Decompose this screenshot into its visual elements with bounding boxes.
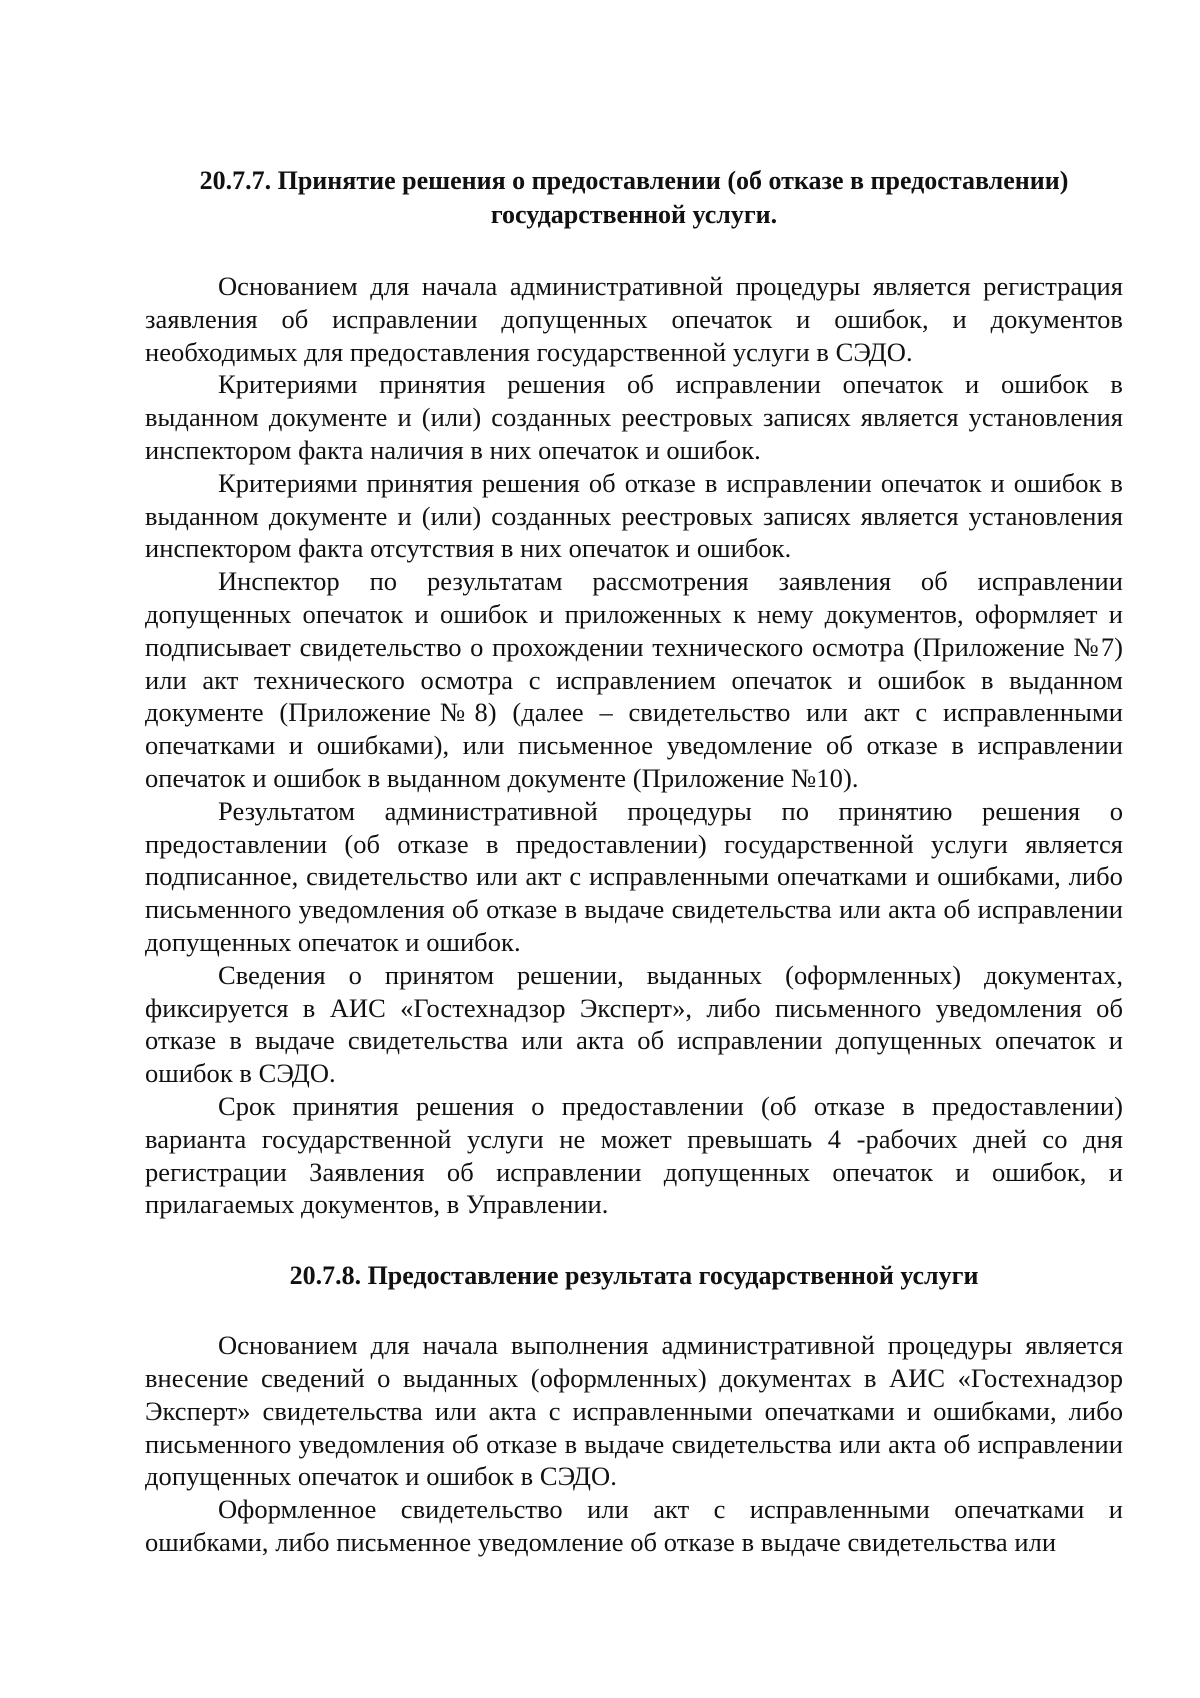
paragraph: Срок принятия решения о предоставлении (об отказе в предоставлении) варианта государственной услуги не может превышать 4 -рабочих дней со дня регистрации Заявления об исправлении допущенных опечаток и ошибок, и прилагаемых документов, в Управлении. xyxy=(145,1090,1123,1220)
paragraph: Инспектор по результатам рассмотрения заявления об исправлении допущенных опечаток и ошибок и приложенных к нему документов, оформляет и подписывает свидетельство о прохождении технического осмотра (Приложение №7) или акт технического осмотра с исправлением опечаток и ошибок в выданном документе (Приложение№8) (далее – свидетельство или акт с исправленными опечатками и ошибками), или письменное уведомление об отказе в исправлении опечаток и ошибок в выданном документе (Приложение №10). xyxy=(145,566,1123,793)
paragraph: Основанием для начала административной процедуры является регистрация заявления об исправлении допущенных опечаток и ошибок, и документов необходимых для предоставления государственной услуги в СЭДО. xyxy=(145,271,1123,367)
paragraph: Основанием для начала выполнения административной процедуры является внесение сведений о выданных (оформленных) документах в АИС «Гостехнадзор Эксперт» свидетельства или акта с исправленными опечатками и ошибками, либо письменного уведомления об отказе в выдаче свидетельства или акта об исправлении допущенных опечаток и ошибок в СЭДО. xyxy=(145,1330,1123,1492)
document-body xyxy=(145,164,1123,1559)
paragraph: Оформленное свидетельство или акт с исправленными опечатками и ошибками, либо письменное уведомление об отказе в выдаче свидетельства или xyxy=(145,1494,1123,1557)
paragraph: Критериями принятия решения об исправлении опечаток и ошибок в выданном документе и (или) созданных реестровых записях является установления инспектором факта наличия в них опечаток и ошибок. xyxy=(145,369,1123,465)
paragraph: Критериями принятия решения об отказе в исправлении опечаток и ошибок в выданном документе и (или) созданных реестровых записях является установления инспектором факта отсутствия в них опечаток и ошибок. xyxy=(145,467,1123,564)
section-heading-20-7-7: 20.7.7. Принятие решения о предоставлении (об отказе в предоставлении) государственной услуги. xyxy=(199,166,1069,229)
paragraph: Результатом административной процедуры по принятию решения о предоставлении (об отказе в предоставлении) государственной услуги является подписанное, свидетельство или акт с исправленными опечатками и ошибками, либо письменного уведомления об отказе в выдаче свидетельства или акта об исправлении допущенных опечаток и ошибок. xyxy=(145,795,1123,957)
section-heading-20-7-8: 20.7.8. Предоставление результата государственной услуги xyxy=(289,1261,979,1291)
section-20-7-8-text xyxy=(145,1329,1123,1559)
paragraph: Сведения о принятом решении, выданных (оформленных) документах, фиксируется в АИС «Гостехнадзор Эксперт», либо письменного уведомления об отказе в выдаче свидетельства или акта об исправлении допущенных опечаток и ошибок в СЭДО. xyxy=(145,959,1123,1089)
section-20-7-7-text xyxy=(145,270,1123,1221)
